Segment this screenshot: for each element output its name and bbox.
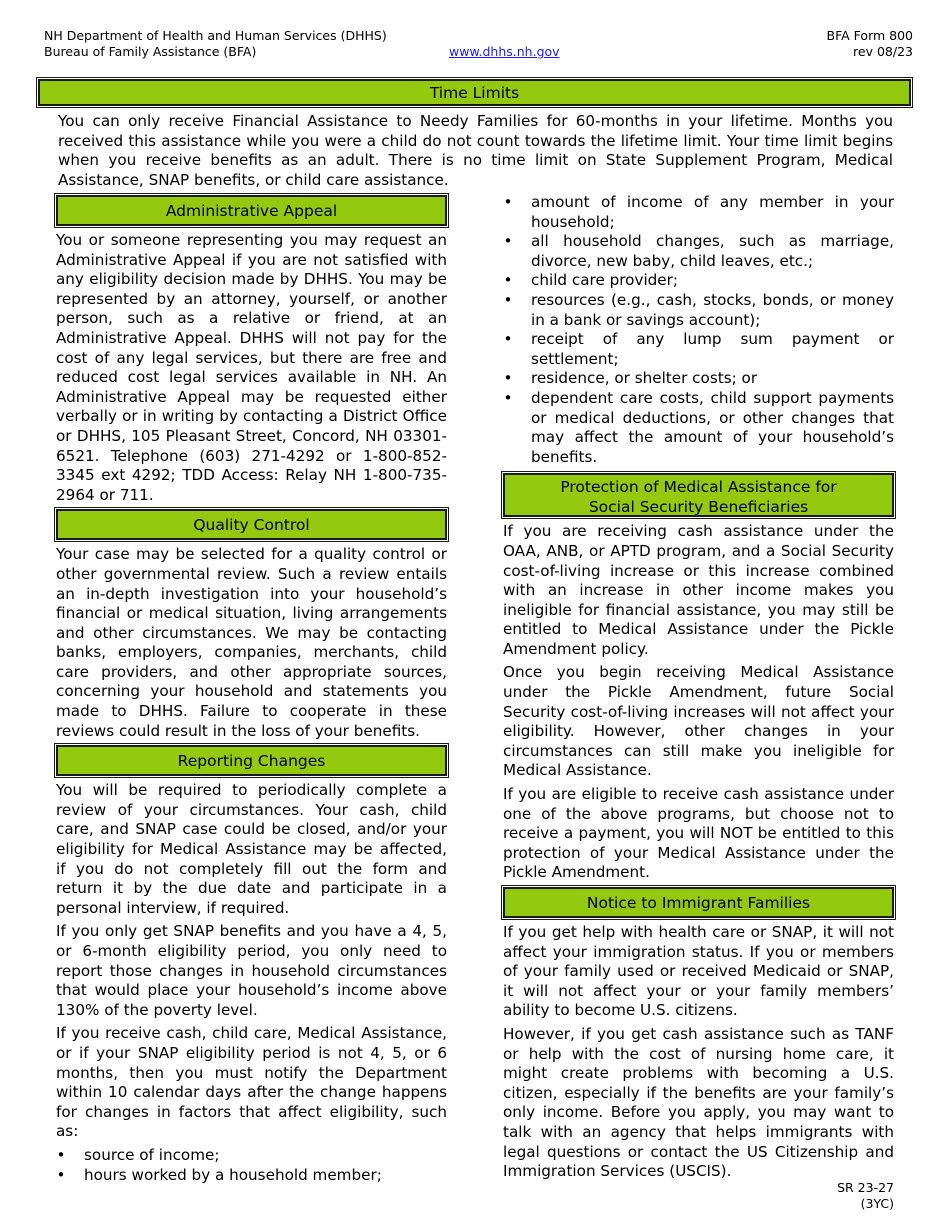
- footer-sub: (3YC): [860, 1196, 894, 1211]
- reporting-changes-list-right: [503, 193, 894, 467]
- left-column: [56, 195, 447, 1185]
- website-link[interactable]: www.dhhs.nh.gov: [449, 44, 560, 59]
- reporting-changes-heading: Reporting Changes: [56, 745, 447, 776]
- immigrant-p1: If you get help with health care or SNAP, it will not affect your immigration status. If you or members of your family used or received Medicaid or SNAP, it will not affect your or your family members’ ability to become U.S. citizens.: [503, 923, 894, 1020]
- form-revision: rev 08/23: [853, 44, 913, 59]
- quality-control-heading: Quality Control: [56, 509, 447, 540]
- reporting-changes-p3: If you receive cash, child care, Medical Assistance, or if your SNAP eligibility period is not 4, 5, or 6 months, then you must notify the Department within 10 calendar days after the change happens for changes in factors that affect eligibility, such as:: [56, 1024, 447, 1141]
- bullet-icon: •: [503, 290, 513, 309]
- immigrant-heading: Notice to Immigrant Families: [503, 887, 894, 918]
- admin-appeal-heading: Administrative Appeal: [56, 195, 447, 226]
- bullet-icon: •: [503, 369, 513, 388]
- list-item: • residence, or shelter costs; or: [503, 369, 758, 388]
- header-dept: NH Department of Health and Human Services (DHHS): [44, 28, 387, 43]
- list-item: • hours worked by a household member;: [56, 1165, 382, 1184]
- right-column: [503, 193, 894, 1186]
- bullet-icon: •: [56, 1145, 66, 1164]
- form-name: BFA Form 800: [826, 28, 913, 43]
- list-item: • child care provider;: [503, 271, 679, 290]
- quality-control-text: Your case may be selected for a quality control or other governmental review. Such a review entails an in-depth investigation into your household’s financial or medical situation, living arrangements and other circumstances. We may be contacting banks, employers, companies, merchants, child care providers, and other appropriate sources, concerning your household and statements you made to DHHS. Failure to cooperate in these reviews could result in the loss of your benefits.: [56, 545, 447, 740]
- header-bureau: Bureau of Family Assistance (BFA): [44, 44, 257, 59]
- time-limits-heading: Time Limits: [38, 79, 911, 106]
- header-agency: [44, 28, 387, 60]
- bullet-icon: •: [503, 330, 513, 349]
- footer-sr: SR 23-27: [837, 1180, 894, 1195]
- reporting-changes-p2: If you only get SNAP benefits and you have a 4, 5, or 6-month eligibility period, you only need to report those changes in household circumstances that would place your household’s income above 130% of the poverty level.: [56, 922, 447, 1019]
- protection-heading: [503, 473, 894, 517]
- protection-p2: Once you begin receiving Medical Assistance under the Pickle Amendment, future Social Security cost-of-living increases will not affect your eligibility. However, other changes in your circumstances can still make you ineligible for Medical Assistance.: [503, 663, 894, 780]
- time-limits-text: You can only receive Financial Assistance to Needy Families for 60-months in your lifetime. Months you received this assistance while you were a child do not count towards the lifetime limit. Your time limit begins when you receive benefits as an adult. There is no time limit on State Supplement Program, Medical Assistance, SNAP benefits, or child care assistance.: [58, 112, 893, 189]
- list-item: • dependent care costs, child support payments or medical deductions, or other changes that may affect the amount of your household’s benefits.: [503, 388, 894, 466]
- protection-heading-line2: Social Security Beneficiaries: [588, 498, 809, 517]
- list-item: • amount of income of any member in your household;: [503, 193, 894, 231]
- list-item: • source of income;: [56, 1145, 220, 1164]
- list-item: • receipt of any lump sum payment or settlement;: [503, 330, 894, 368]
- admin-appeal-text: You or someone representing you may request an Administrative Appeal if you are not satisfied with any eligibility decision made by DHHS. You may be represented by an attorney, yourself, or another person, such as a relative or friend, at an Administrative Appeal. DHHS will not pay for the cost of any legal services, but there are free and reduced cost legal services available in NH. An Administrative Appeal may be requested either verbally or in writing by contacting a District Office or DHHS, 105 Pleasant Street, Concord, NH 03301-6521. Telephone (603) 271-4292 or 1-800-852-3345 ext 4292; TDD Access: Relay NH 1-800-735-2964 or 711.: [56, 231, 447, 504]
- immigrant-p2: However, if you get cash assistance such as TANF or help with the cost of nursing home care, it might create problems with becoming a U.S. citizen, especially if the benefits are your family’s only income. Before you apply, you may want to talk with an agency that helps immigrants with legal questions or contact the US Citizenship and Immigration Services (USCIS).: [503, 1024, 894, 1181]
- protection-p1: If you are receiving cash assistance under the OAA, ANB, or APTD program, and a Social Security cost-of-living increase or this increase combined with an increase in other income makes you ineligible for financial assistance, you may still be entitled to Medical Assistance under the Pickle Amendment policy.: [503, 522, 894, 658]
- reporting-changes-p1: You will be required to periodically complete a review of your circumstances. Your cash, child care, and SNAP case could be closed, and/or your eligibility for Medical Assistance may be affected, if you do not completely fill out the form and return it by the due date and participate in a personal interview, if required.: [56, 781, 447, 917]
- bullet-icon: •: [503, 388, 513, 407]
- protection-p3: If you are eligible to receive cash assistance under one of the above programs, but choose not to receive a payment, you will NOT be entitled to this protection of your Medical Assistance under the Pickle Amendment.: [503, 785, 894, 882]
- bullet-icon: •: [503, 193, 513, 211]
- bullet-icon: •: [503, 232, 513, 251]
- bullet-icon: •: [56, 1165, 66, 1184]
- reporting-changes-list-left: [56, 1146, 447, 1185]
- list-item: • resources (e.g., cash, stocks, bonds, or money in a bank or savings account);: [503, 290, 894, 329]
- footer-code: [837, 1180, 894, 1212]
- header-form-info: [827, 28, 913, 60]
- list-item: • all household changes, such as marriage, divorce, new baby, child leaves, etc.;: [503, 232, 894, 270]
- protection-heading-line1: Protection of Medical Assistance for: [560, 478, 837, 497]
- bullet-icon: •: [503, 271, 513, 290]
